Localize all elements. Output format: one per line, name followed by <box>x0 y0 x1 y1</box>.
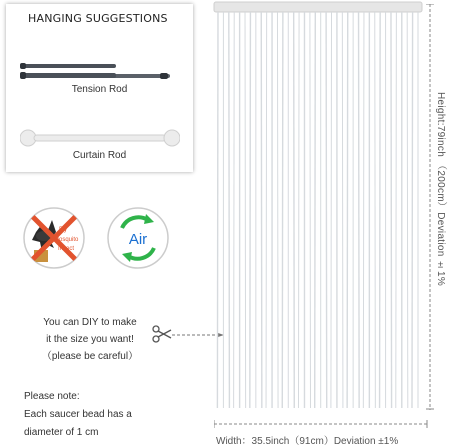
width-dimension-line <box>214 420 428 428</box>
curtain-string <box>234 12 235 408</box>
curtain-string <box>261 12 262 408</box>
curtain-string <box>310 12 311 408</box>
air-label: Air <box>128 231 148 248</box>
curtain-strings <box>217 12 418 408</box>
curtain-string <box>347 12 348 408</box>
diy-text <box>24 314 156 365</box>
no-insect-feature <box>22 206 86 275</box>
curtain-string <box>342 12 343 408</box>
tension-rod-icon <box>20 60 170 82</box>
curtain-string <box>217 12 218 408</box>
curtain-string <box>229 12 230 408</box>
curtain-string <box>407 12 408 408</box>
no-insect-word: Insect <box>58 246 75 252</box>
diy-line-3: （please be careful） <box>41 351 139 362</box>
note-heading: Please note: <box>24 391 80 402</box>
curtain-string <box>412 12 413 408</box>
curtain-string <box>315 12 316 408</box>
curtain-string <box>245 12 246 408</box>
scissors-icon <box>152 325 172 343</box>
curtain-string <box>250 12 251 408</box>
curtain-header-rod <box>214 2 422 12</box>
card-title: HANGING SUGGESTIONS <box>28 12 168 25</box>
note-block <box>24 388 184 442</box>
curtain-string <box>282 12 283 408</box>
tension-rod-label: Tension Rod <box>71 84 128 95</box>
string-curtain <box>212 0 432 412</box>
air-flow-icon <box>106 206 170 270</box>
curtain-string <box>396 12 397 408</box>
note-line-2: diameter of 1 cm <box>24 427 99 438</box>
note-line-1: Each saucer bead has a <box>24 409 132 420</box>
height-label: Height:79inch （200cm）Deviation ±1% <box>435 92 446 287</box>
no-insect-icon <box>22 206 86 270</box>
curtain-string <box>294 12 295 408</box>
curtain-string <box>266 12 267 408</box>
curtain-rod-icon <box>20 126 180 150</box>
curtain-string <box>326 12 327 408</box>
curtain-string <box>277 12 278 408</box>
curtain-string <box>391 12 392 408</box>
diy-line-2: it the size you want! <box>46 334 134 345</box>
no-mosquito-word: Mosquito <box>54 237 79 243</box>
no-fly-word: Fly <box>59 227 67 233</box>
curtain-string <box>380 12 381 408</box>
diy-line-1: You can DIY to make <box>43 317 137 328</box>
curtain-string <box>363 12 364 408</box>
hanging-suggestions-card <box>6 4 193 172</box>
curtain-string <box>298 12 299 408</box>
air-flow-feature <box>106 206 170 275</box>
width-label: Width：35.5inch（91cm）Deviation ±1% <box>216 436 399 447</box>
curtain-rod-label: Curtain Rod <box>72 150 127 161</box>
curtain-string <box>359 12 360 408</box>
curtain-string <box>375 12 376 408</box>
curtain-string <box>331 12 332 408</box>
